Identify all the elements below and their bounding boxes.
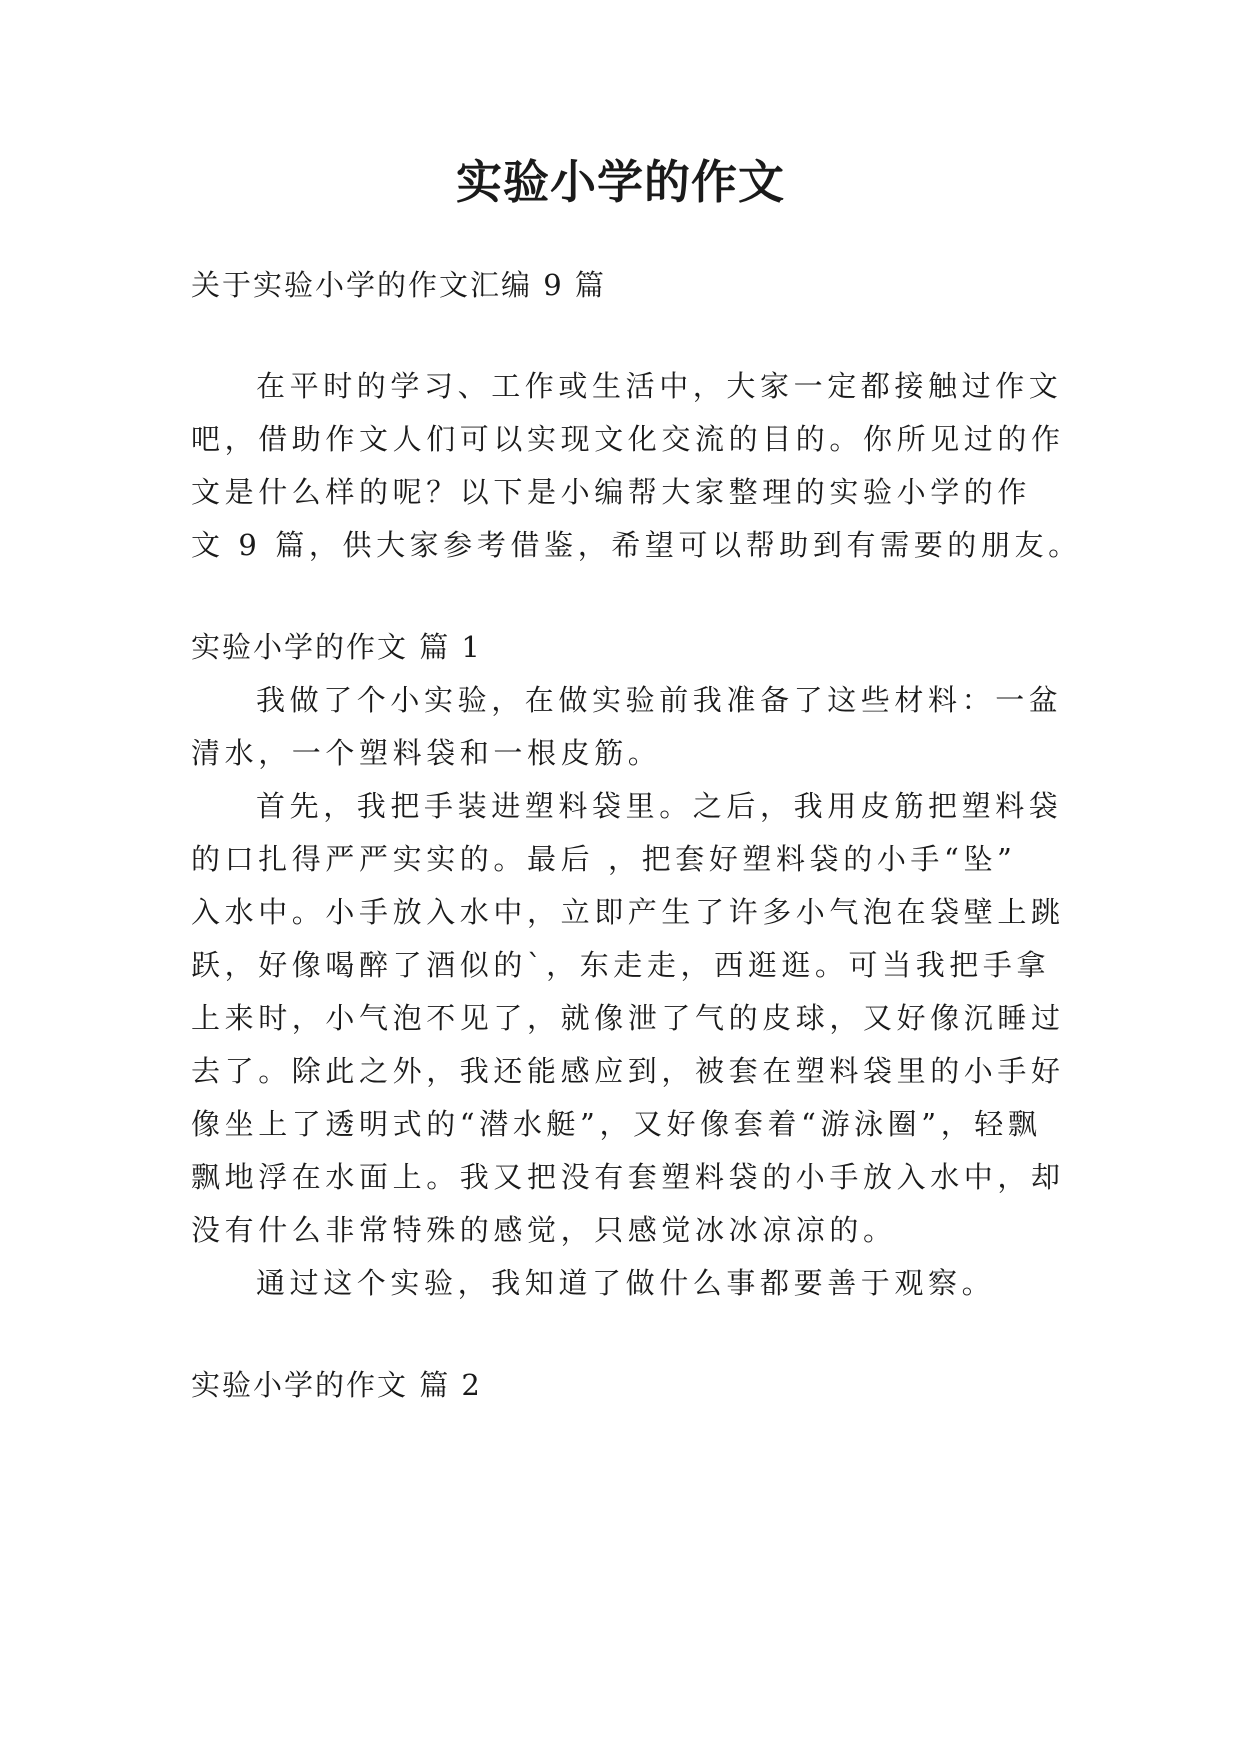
paragraph-line: 我做了个小实验，在做实验前我准备了这些材料：一盆 [256,683,1063,717]
paragraph-line: 飘地浮在水面上。我又把没有套塑料袋的小手放入水中，却 [191,1160,1065,1194]
paragraph-line: 的口扎得严严实实的。最后 ，把套好塑料袋的小手“坠” [191,842,1017,876]
paragraph-line: 没有什么非常特殊的感觉，只感觉冰冰凉凉的。 [191,1213,897,1247]
section-heading: 实验小学的作文 篇 1 [191,630,482,664]
document-subtitle: 关于实验小学的作文汇编 9 篇 [191,268,606,302]
paragraph-line: 首先，我把手装进塑料袋里。之后，我用皮筋把塑料袋 [256,789,1063,823]
intro-line: 在平时的学习、工作或生活中，大家一定都接触过作文 [256,369,1063,403]
document-title: 实验小学的作文 [456,155,785,209]
paragraph-line: 跃，好像喝醉了酒似的`，东走走，西逛逛。可当我把手拿 [191,948,1051,982]
section-heading: 实验小学的作文 篇 2 [191,1368,482,1402]
paragraph-line: 通过这个实验，我知道了做什么事都要善于观察。 [256,1266,996,1300]
intro-line: 文是什么样的呢？以下是小编帮大家整理的实验小学的作 [191,475,1032,509]
intro-line: 文 9 篇，供大家参考借鉴，希望可以帮助到有需要的朋友。 [191,528,1082,562]
paragraph-line: 像坐上了透明式的“潜水艇”，又好像套着“游泳圈”，轻飘 [191,1107,1042,1141]
paragraph-line: 去了。除此之外，我还能感应到，被套在塑料袋里的小手好 [191,1054,1065,1088]
paragraph-line: 上来时，小气泡不见了，就像泄了气的皮球，又好像沉睡过 [191,1001,1065,1035]
intro-line: 吧，借助作文人们可以实现文化交流的目的。你所见过的作 [191,422,1065,456]
paragraph-line: 入水中。小手放入水中，立即产生了许多小气泡在袋壁上跳 [191,895,1065,929]
paragraph-line: 清水，一个塑料袋和一根皮筋。 [191,736,662,770]
